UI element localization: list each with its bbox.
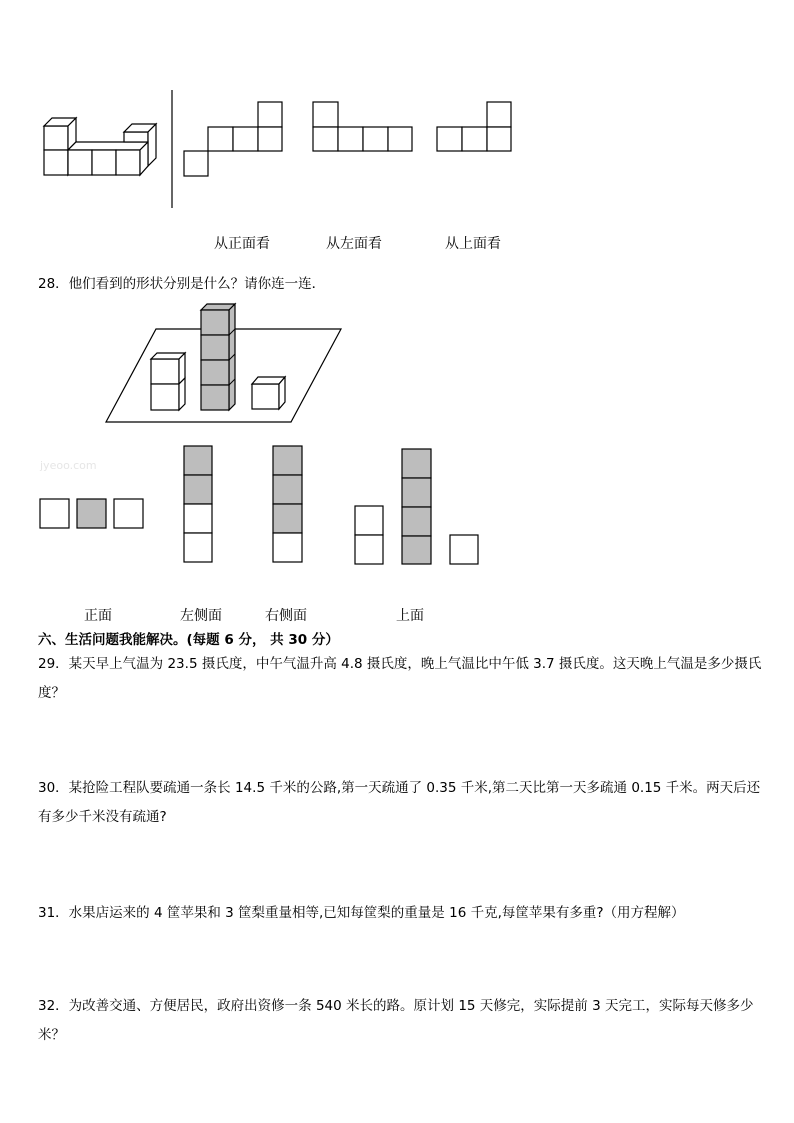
q28-view-column-a: [184, 446, 212, 562]
watermark: jyeoo.com: [40, 459, 97, 472]
q28-label-top: 上面: [396, 608, 424, 624]
q28-label-left-side: 左侧面: [180, 608, 222, 624]
question-31: 31．水果店运来的 4 筐苹果和 3 筐梨重量相等,已知每筐梨的重量是 16 千克,每筐苹果有多重?（用方程解）: [38, 905, 685, 921]
q27-shape-1: [184, 102, 282, 176]
q27-label-top: 从上面看: [445, 236, 501, 252]
question-28: 28．他们看到的形状分别是什么？请你连一连．: [38, 276, 326, 292]
q28-view-front: [40, 499, 143, 528]
q27-label-left: 从左面看: [326, 236, 382, 252]
q28-view-top: [355, 449, 478, 564]
section-6-title: 六、生活问题我能解决。(每题 6 分， 共 30 分）: [38, 632, 339, 648]
q27-shape-3: [437, 102, 511, 151]
q27-cube-solid: [44, 118, 156, 175]
q27-shape-2: [313, 102, 412, 151]
q28-view-column-b: [273, 446, 302, 562]
question-30: 30．某抢险工程队要疏通一条长 14.5 千米的公路,第一天疏通了 0.35 千米,第二天比第一天多疏通 0.15 千米。两天后还有多少千米没有疏通?: [38, 780, 761, 825]
q28-label-right-side: 右侧面: [265, 608, 307, 624]
question-29: 29．某天早上气温为 23.5 摄氏度，中午气温升高 4.8 摄氏度，晚上气温比中午低 3.7 摄氏度。这天晚上气温是多少摄氏度？: [38, 656, 762, 701]
q28-scene: [106, 304, 341, 422]
q28-label-front: 正面: [84, 608, 112, 624]
q27-label-front: 从正面看: [214, 236, 270, 252]
question-32: 32．为改善交通、方便居民，政府出资修一条 540 米长的路。原计划 15 天修完，实际提前 3 天完工，实际每天修多少米？: [38, 998, 754, 1043]
